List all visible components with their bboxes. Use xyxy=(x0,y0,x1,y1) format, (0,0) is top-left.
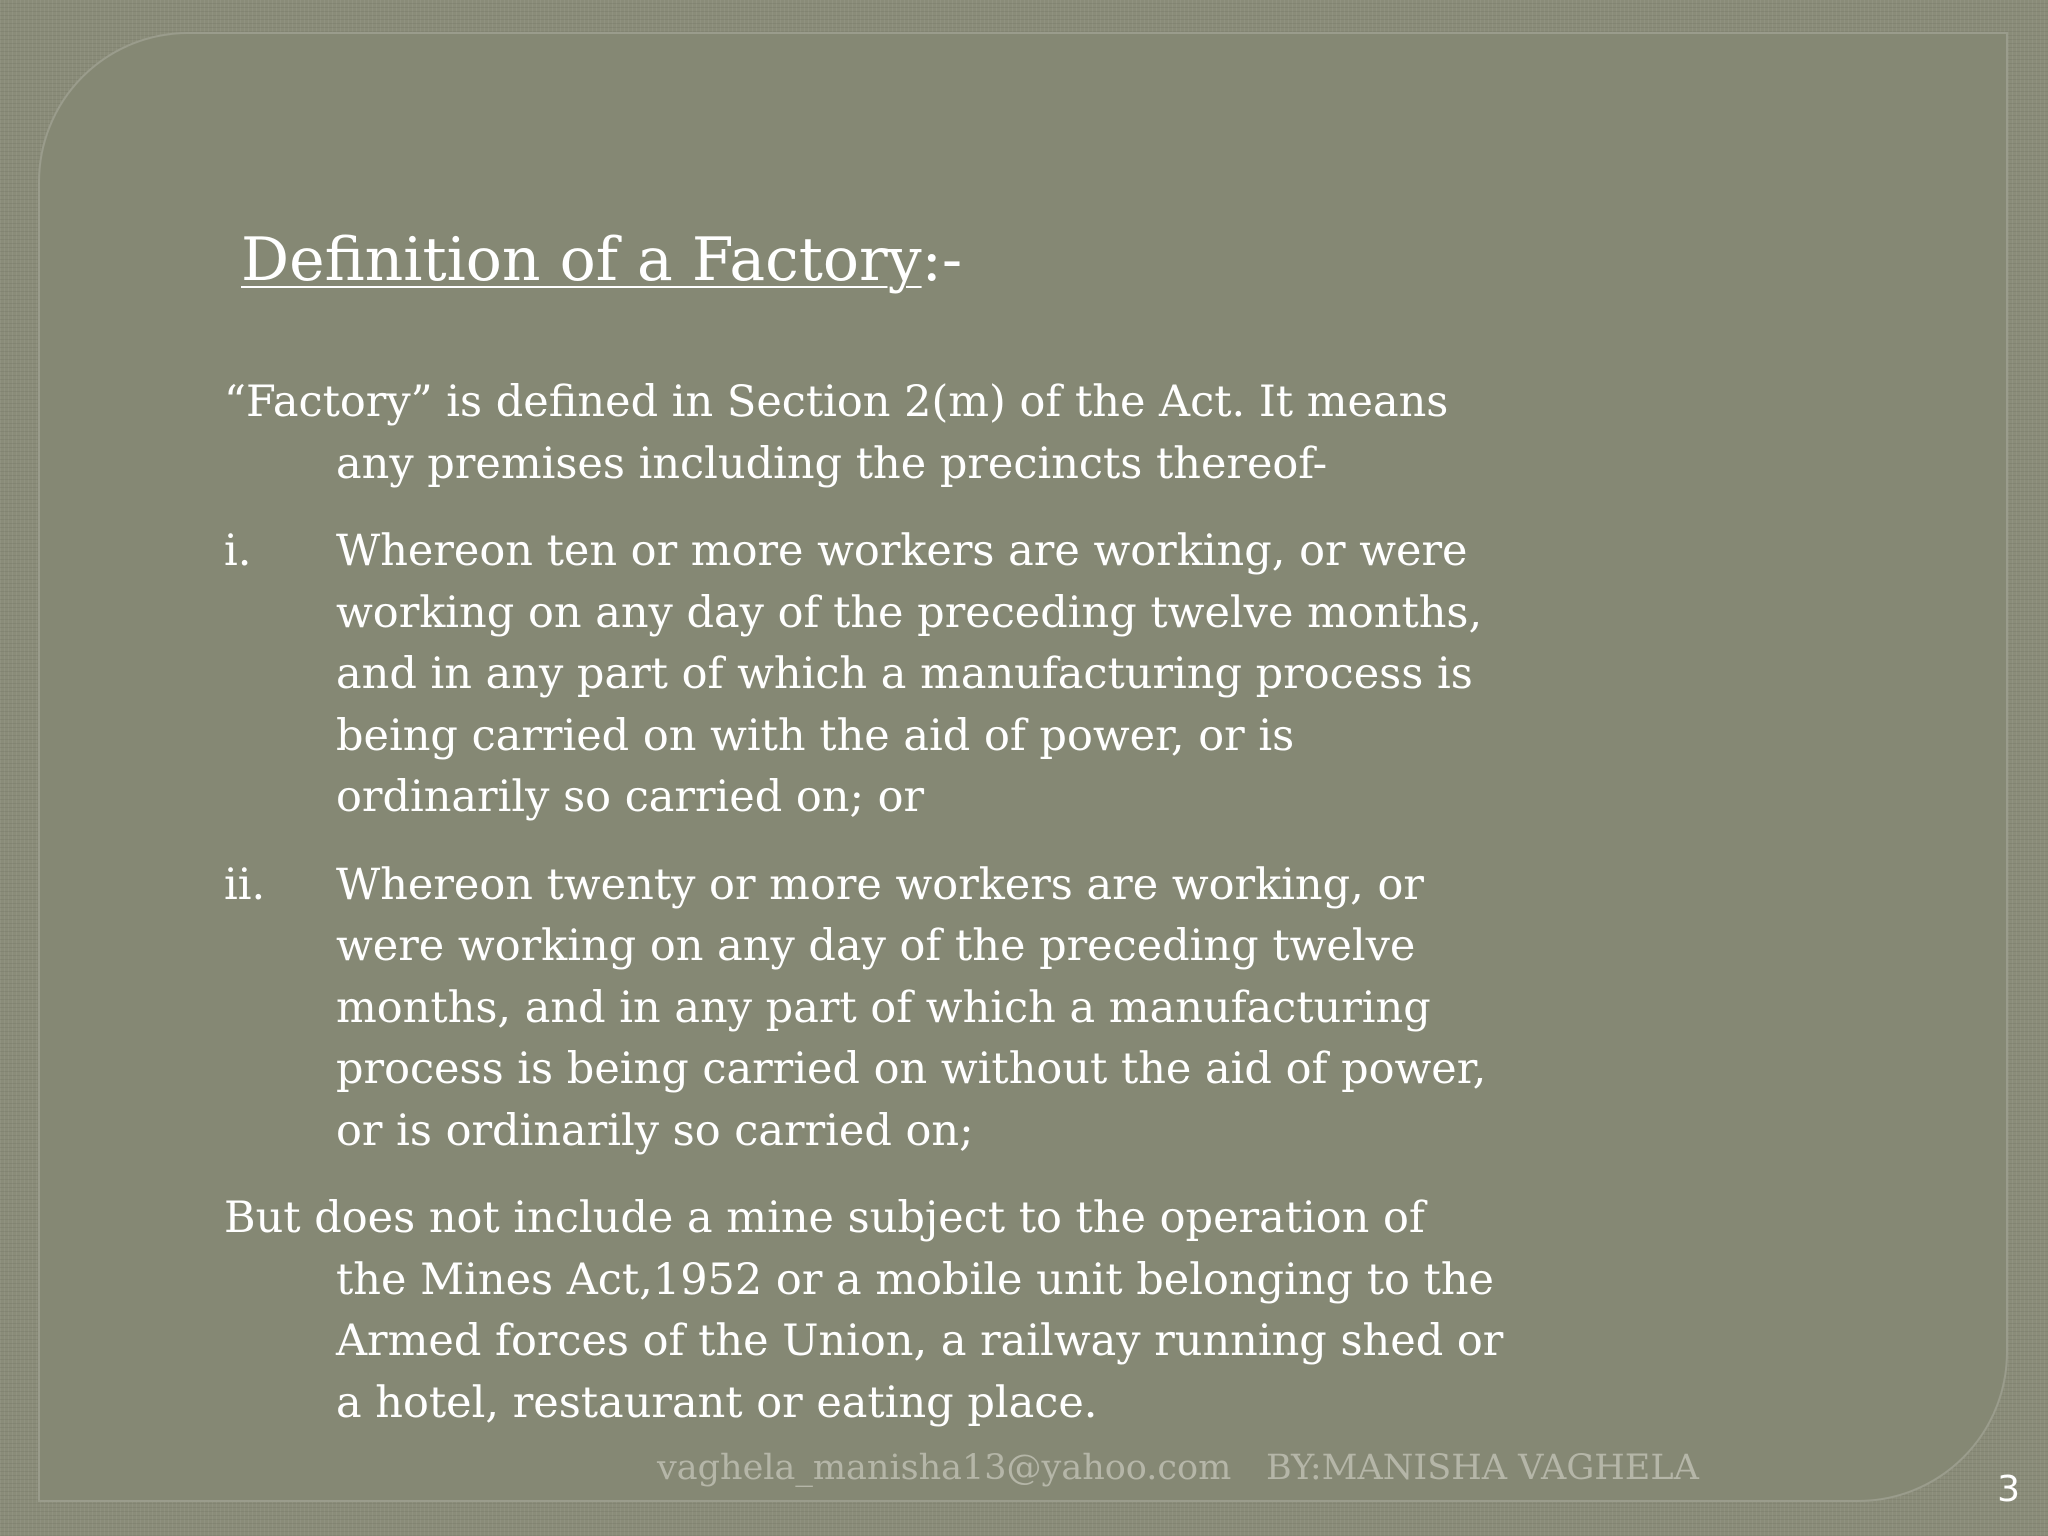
exclusion-paragraph xyxy=(224,1188,1624,1434)
list-item-ii xyxy=(224,855,1624,1163)
intro-line: “Factory” is defined in Section 2(m) of the Act. It means xyxy=(224,377,1449,427)
list-item-line: were working on any day of the preceding twelve xyxy=(336,921,1416,971)
list-item-line: ordinarily so carried on; or xyxy=(336,772,925,822)
intro-line: any premises including the precincts thereof- xyxy=(336,438,1328,489)
list-item-i xyxy=(224,521,1624,829)
exclusion-line: the Mines Act,1952 or a mobile unit belonging to the xyxy=(336,1254,1494,1305)
list-item-line: process is being carried on without the aid of power, xyxy=(336,1044,1487,1094)
exclusion-line: Armed forces of the Union, a railway running shed or xyxy=(336,1316,1504,1366)
list-item-line: and in any part of which a manufacturing process is xyxy=(336,649,1473,699)
list-marker: i. xyxy=(224,526,252,576)
list-marker: ii. xyxy=(224,859,266,910)
list-item-line: Whereon twenty or more workers are working, or xyxy=(336,859,1424,910)
exclusion-line: a hotel, restaurant or eating place. xyxy=(336,1377,1098,1428)
list-item-line: or is ordinarily so carried on; xyxy=(336,1105,974,1156)
list-item-line: Whereon ten or more workers are working, or were xyxy=(336,526,1468,576)
list-item-line: months, and in any part of which a manufacturing xyxy=(336,982,1431,1033)
slide-title-text: Definition of a Factory xyxy=(241,225,922,295)
intro-paragraph xyxy=(224,372,1624,495)
list-item-line: being carried on with the aid of power, or is xyxy=(336,710,1295,761)
footer-author: BY:MANISHA VAGHELA xyxy=(1266,1448,1699,1488)
slide-title xyxy=(241,222,962,298)
slide-body xyxy=(224,372,1624,1460)
footer-email: vaghela_manisha13@yahoo.com xyxy=(657,1448,1232,1488)
slide-title-suffix: :- xyxy=(921,225,963,295)
list-item-line: working on any day of the preceding twelve months, xyxy=(336,587,1483,638)
page-number: 3 xyxy=(1997,1469,2020,1510)
exclusion-line: But does not include a mine subject to the operation of xyxy=(224,1193,1425,1243)
